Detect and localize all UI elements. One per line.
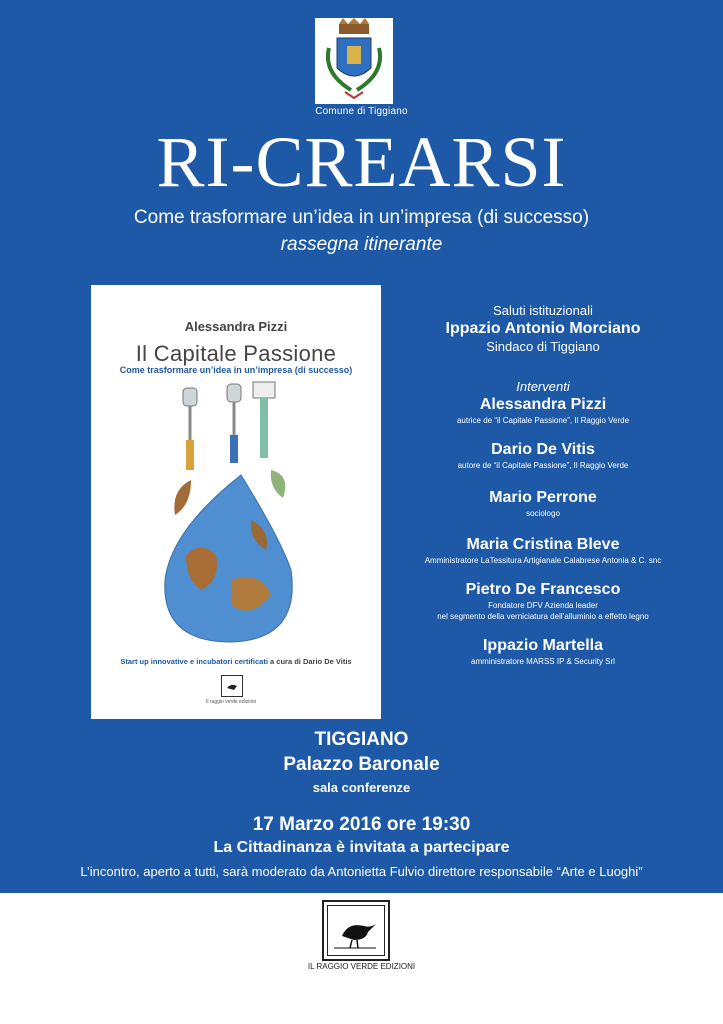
speaker-name: Alessandra Pizzi [479, 396, 607, 413]
book-bottom-plain: a cura di Dario De Vitis [267, 657, 352, 666]
book-subtitle: Come trasformare un’idea in un’impresa (di successo) [119, 365, 353, 375]
book-bottom-line [101, 657, 371, 666]
speaker-name: Mario Perrone [489, 489, 597, 506]
speaker-name: Dario De Vitis [491, 441, 595, 458]
venue-room: sala conferenze [312, 780, 411, 795]
publisher-name: IL RAGGIO VERDE EDIZIONI [307, 962, 416, 971]
speaker-name: Maria Cristina Bleve [466, 536, 620, 553]
venue-place: Palazzo Baronale [283, 754, 440, 775]
speaker-role: sociologo [526, 509, 560, 518]
book-bottom-highlight: Start up innovative e incubatori certificati [120, 657, 268, 666]
speaker-role: autrice de “il Capitale Passione”, Il Raggio Verde [456, 416, 630, 425]
program-column [395, 303, 691, 667]
publisher-small-logo-icon [221, 675, 243, 697]
greeting-role: Sindaco di Tiggiano [486, 339, 600, 354]
book-publisher: Il raggio verde edizioni [205, 699, 257, 705]
comune-label: Comune di Tiggiano [315, 106, 408, 117]
speaker-name: Ippazio Martella [482, 637, 604, 654]
speaker-name: Pietro De Francesco [465, 581, 621, 598]
speaker-role: amministratore MARSS IP & Security Srl [471, 657, 615, 666]
interventi-label: Interventi [516, 379, 570, 394]
event-note: L’incontro, aperto a tutti, sarà moderato da Antonietta Fulvio direttore responsabile “Arte e Luoghi” [80, 864, 643, 879]
speaker-role: Amministratore LaTessitura Artigianale Calabrese Antonia & C. snc [424, 556, 662, 565]
speaker-role: autore de “il Capitale Passione”, Il Raggio Verde [457, 461, 629, 470]
book-cover [91, 285, 381, 719]
speaker-role: Fondatore DFV Azienda leader [488, 601, 598, 610]
event-subtitle-italic: rassegna itinerante [280, 234, 443, 255]
event-subtitle: Come trasformare un’idea in un’impresa (di successo) [133, 207, 590, 228]
book-title: Il Capitale Passione [135, 341, 337, 366]
publisher-bird-logo-icon [322, 900, 390, 961]
earth-drop-illustration-icon [131, 380, 341, 655]
greeting-name: Ippazio Antonio Morciano [445, 320, 641, 337]
venue-city: TIGGIANO [314, 729, 409, 750]
greeting-label: Saluti istituzionali [493, 303, 593, 318]
event-invite: La Cittadinanza è invitata a partecipare [213, 839, 510, 856]
event-title: RI-CREARSI [156, 122, 567, 202]
book-author: Alessandra Pizzi [184, 319, 288, 334]
speaker-role-line2: nel segmento della verniciatura dell’alluminio a effetto legno [437, 612, 649, 621]
event-datetime: 17 Marzo 2016 ore 19:30 [252, 814, 471, 835]
municipal-crest-icon [315, 18, 393, 104]
